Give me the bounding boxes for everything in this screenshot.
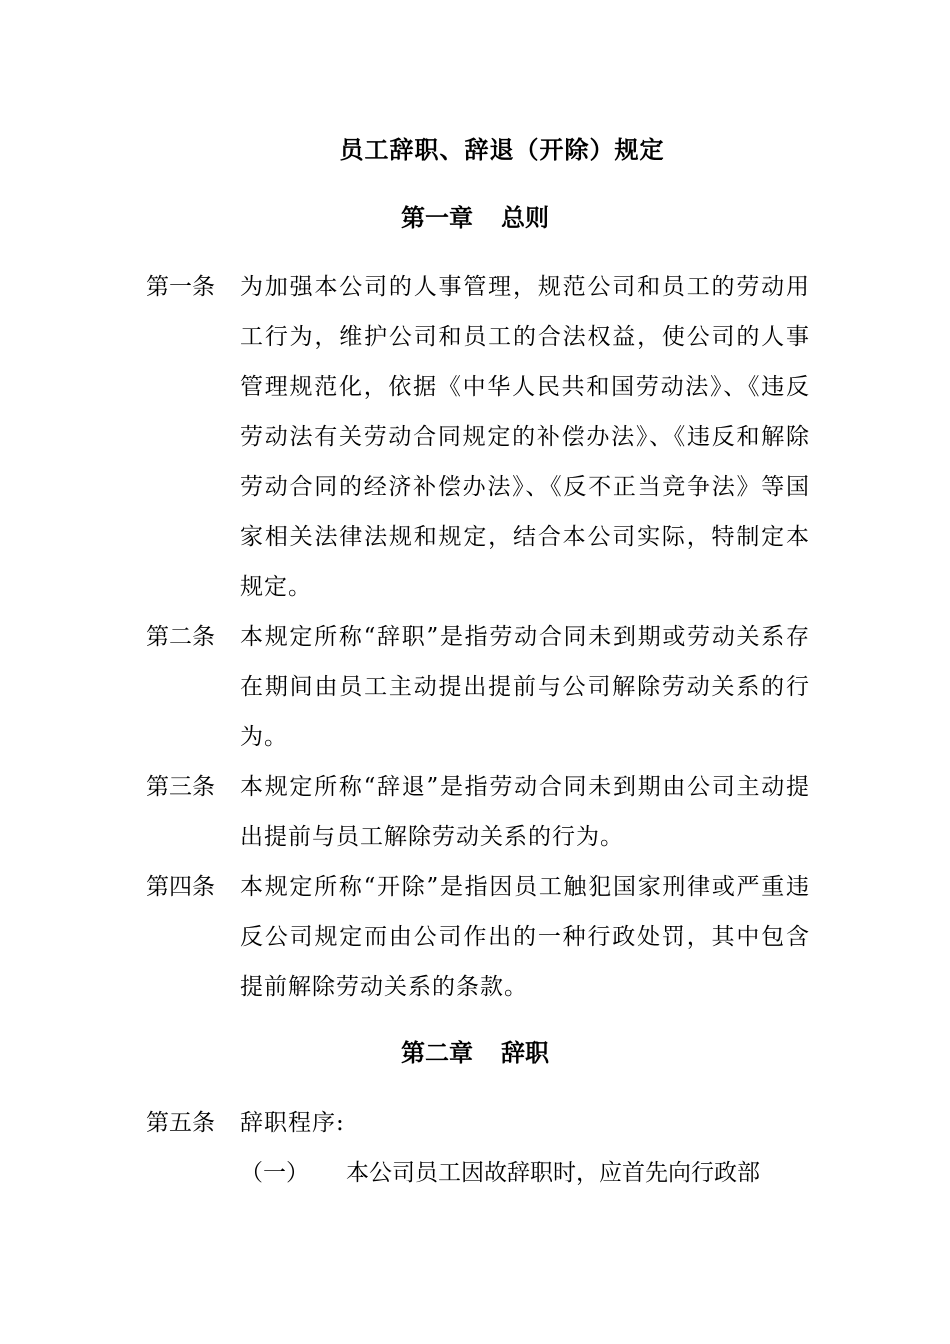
article-2	[146, 612, 810, 762]
sub-item-number: （一）	[240, 1160, 309, 1186]
article-number: 第一条	[146, 274, 215, 300]
chapter-number: 第一章	[401, 203, 473, 232]
article-4	[146, 862, 810, 1012]
document-title: 员工辞职、辞退（开除）规定	[339, 135, 665, 164]
article-1	[146, 262, 810, 612]
chapter-name: 总则	[501, 203, 549, 232]
article-text: 本规定所称“辞职”是指劳动合同未到期或劳动关系存在期间由员工主动提出提前与公司解除劳动关系的行为。	[240, 624, 810, 750]
article-number: 第五条	[146, 1110, 215, 1136]
chapter-heading-2	[0, 1035, 950, 1071]
chapter-heading-1	[0, 200, 950, 236]
sub-item-1	[240, 1148, 810, 1198]
article-5	[146, 1098, 810, 1148]
sub-item-text: 本公司员工因故辞职时，应首先向行政部	[346, 1160, 760, 1186]
article-number: 第三条	[146, 774, 215, 800]
article-3	[146, 762, 810, 862]
article-number: 第四条	[146, 874, 215, 900]
article-text: 为加强本公司的人事管理，规范公司和员工的劳动用工行为，维护公司和员工的合法权益，使公司的人事管理规范化，依据《中华人民共和国劳动法》、《违反劳动法有关劳动合同规定的补偿办法》、《违反和解除劳动合同的经济补偿办法》、《反不正当竞争法》等国家相关法律法规和规定，结合本公司实际，特制定本规定。	[240, 274, 810, 600]
article-text: 辞职程序:	[240, 1110, 345, 1136]
article-text: 本规定所称“开除”是指因员工触犯国家刑律或严重违反公司规定而由公司作出的一种行政处罚，其中包含提前解除劳动关系的条款。	[240, 874, 810, 1000]
article-number: 第二条	[146, 624, 215, 650]
chapter-number: 第二章	[401, 1038, 473, 1067]
chapter-name: 辞职	[501, 1038, 549, 1067]
article-text: 本规定所称“辞退”是指劳动合同未到期由公司主动提出提前与员工解除劳动关系的行为。	[240, 774, 810, 850]
